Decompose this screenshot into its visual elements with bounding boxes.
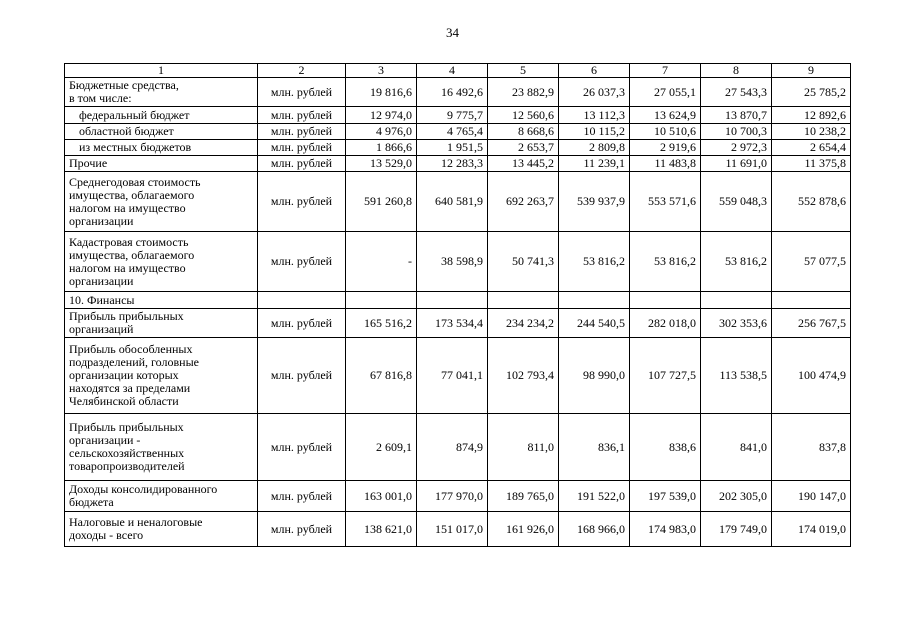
row-label: Прибыль обособленных подразделений, головные организации которых находятся за пределами Челябинской области [65, 338, 258, 414]
value-cell: 640 581,9 [417, 172, 488, 232]
value-cell: 2 653,7 [488, 140, 559, 156]
value-cell: 163 001,0 [346, 481, 417, 512]
unit-cell: млн. рублей [258, 140, 346, 156]
table-row [65, 512, 851, 547]
table-row [65, 172, 851, 232]
value-cell: 25 785,2 [772, 78, 851, 107]
unit-cell: млн. рублей [258, 232, 346, 292]
table-row [65, 156, 851, 172]
value-cell [488, 292, 559, 309]
row-label: из местных бюджетов [65, 140, 258, 156]
value-cell: 202 305,0 [701, 481, 772, 512]
value-cell: 4 765,4 [417, 124, 488, 140]
value-cell: 692 263,7 [488, 172, 559, 232]
unit-cell: млн. рублей [258, 512, 346, 547]
value-cell: 174 019,0 [772, 512, 851, 547]
value-cell: 11 375,8 [772, 156, 851, 172]
page-number: 34 [446, 25, 459, 40]
value-cell: 2 919,6 [630, 140, 701, 156]
value-cell: 100 474,9 [772, 338, 851, 414]
row-label: Прибыль прибыльных организаций [65, 309, 258, 338]
table-row [65, 124, 851, 140]
value-cell: 552 878,6 [772, 172, 851, 232]
value-cell: 591 260,8 [346, 172, 417, 232]
unit-cell: млн. рублей [258, 309, 346, 338]
unit-cell: млн. рублей [258, 107, 346, 124]
value-cell: 12 974,0 [346, 107, 417, 124]
value-cell: 9 775,7 [417, 107, 488, 124]
value-cell: 874,9 [417, 414, 488, 481]
value-cell: 302 353,6 [701, 309, 772, 338]
value-cell: 102 793,4 [488, 338, 559, 414]
value-cell [701, 292, 772, 309]
value-cell: 2 972,3 [701, 140, 772, 156]
value-cell: 553 571,6 [630, 172, 701, 232]
value-cell: 539 937,9 [559, 172, 630, 232]
value-cell: 11 483,8 [630, 156, 701, 172]
table-row [65, 309, 851, 338]
header-cell: 3 [346, 64, 417, 78]
row-label: Среднегодовая стоимость имущества, облагаемого налогом на имущество организации [65, 172, 258, 232]
row-label: федеральный бюджет [65, 107, 258, 124]
value-cell: 16 492,6 [417, 78, 488, 107]
table-row [65, 414, 851, 481]
value-cell: 50 741,3 [488, 232, 559, 292]
value-cell: 13 112,3 [559, 107, 630, 124]
value-cell: 4 976,0 [346, 124, 417, 140]
value-cell: 190 147,0 [772, 481, 851, 512]
value-cell [772, 292, 851, 309]
value-cell: 53 816,2 [559, 232, 630, 292]
value-cell: 13 445,2 [488, 156, 559, 172]
value-cell: 8 668,6 [488, 124, 559, 140]
value-cell: 12 283,3 [417, 156, 488, 172]
statistics-table [64, 63, 851, 547]
value-cell: 10 700,3 [701, 124, 772, 140]
value-cell: 10 115,2 [559, 124, 630, 140]
unit-cell: млн. рублей [258, 172, 346, 232]
value-cell [630, 292, 701, 309]
row-label: Прибыль прибыльных организации - сельскохозяйственных товаропроизводителей [65, 414, 258, 481]
unit-cell: млн. рублей [258, 338, 346, 414]
header-cell: 5 [488, 64, 559, 78]
value-cell: 13 624,9 [630, 107, 701, 124]
value-cell: 26 037,3 [559, 78, 630, 107]
value-cell: 13 870,7 [701, 107, 772, 124]
value-cell: 189 765,0 [488, 481, 559, 512]
unit-cell: млн. рублей [258, 124, 346, 140]
value-cell: 244 540,5 [559, 309, 630, 338]
row-label: Налоговые и неналоговые доходы - всего [65, 512, 258, 547]
row-label: Доходы консолидированного бюджета [65, 481, 258, 512]
value-cell: 38 598,9 [417, 232, 488, 292]
value-cell: 98 990,0 [559, 338, 630, 414]
value-cell: 12 560,6 [488, 107, 559, 124]
value-cell: 197 539,0 [630, 481, 701, 512]
value-cell: 838,6 [630, 414, 701, 481]
value-cell: 161 926,0 [488, 512, 559, 547]
value-cell: 177 970,0 [417, 481, 488, 512]
value-cell: 168 966,0 [559, 512, 630, 547]
value-cell: 837,8 [772, 414, 851, 481]
value-cell: 57 077,5 [772, 232, 851, 292]
row-label: 10. Финансы [65, 292, 258, 309]
value-cell [346, 292, 417, 309]
table-row [65, 78, 851, 107]
value-cell [559, 292, 630, 309]
unit-cell: млн. рублей [258, 156, 346, 172]
value-cell: 27 055,1 [630, 78, 701, 107]
header-cell: 4 [417, 64, 488, 78]
value-cell: 113 538,5 [701, 338, 772, 414]
table-row [65, 292, 851, 309]
header-cell: 8 [701, 64, 772, 78]
row-label: Бюджетные средства, в том числе: [65, 78, 258, 107]
table-row [65, 232, 851, 292]
value-cell: 2 609,1 [346, 414, 417, 481]
header-cell: 2 [258, 64, 346, 78]
value-cell: 191 522,0 [559, 481, 630, 512]
header-cell: 1 [65, 64, 258, 78]
value-cell: 10 238,2 [772, 124, 851, 140]
value-cell: - [346, 232, 417, 292]
value-cell: 77 041,1 [417, 338, 488, 414]
value-cell: 1 866,6 [346, 140, 417, 156]
value-cell: 138 621,0 [346, 512, 417, 547]
header-cell: 6 [559, 64, 630, 78]
unit-cell: млн. рублей [258, 481, 346, 512]
value-cell: 179 749,0 [701, 512, 772, 547]
value-cell: 811,0 [488, 414, 559, 481]
value-cell: 559 048,3 [701, 172, 772, 232]
column-number-row [65, 64, 851, 78]
value-cell: 2 654,4 [772, 140, 851, 156]
value-cell: 12 892,6 [772, 107, 851, 124]
value-cell: 173 534,4 [417, 309, 488, 338]
row-label: Прочие [65, 156, 258, 172]
unit-cell: млн. рублей [258, 78, 346, 107]
value-cell: 1 951,5 [417, 140, 488, 156]
value-cell: 151 017,0 [417, 512, 488, 547]
row-label: Кадастровая стоимость имущества, облагаемого налогом на имущество организации [65, 232, 258, 292]
value-cell: 53 816,2 [701, 232, 772, 292]
value-cell: 53 816,2 [630, 232, 701, 292]
table-row [65, 107, 851, 124]
value-cell: 2 809,8 [559, 140, 630, 156]
value-cell: 19 816,6 [346, 78, 417, 107]
value-cell: 836,1 [559, 414, 630, 481]
value-cell: 10 510,6 [630, 124, 701, 140]
value-cell: 282 018,0 [630, 309, 701, 338]
table-row [65, 338, 851, 414]
unit-cell: млн. рублей [258, 414, 346, 481]
value-cell: 174 983,0 [630, 512, 701, 547]
header-cell: 9 [772, 64, 851, 78]
row-label: областной бюджет [65, 124, 258, 140]
value-cell: 107 727,5 [630, 338, 701, 414]
value-cell: 841,0 [701, 414, 772, 481]
value-cell: 234 234,2 [488, 309, 559, 338]
value-cell: 11 239,1 [559, 156, 630, 172]
header-cell: 7 [630, 64, 701, 78]
table-row [65, 481, 851, 512]
unit-cell [258, 292, 346, 309]
value-cell: 11 691,0 [701, 156, 772, 172]
value-cell: 165 516,2 [346, 309, 417, 338]
value-cell [417, 292, 488, 309]
value-cell: 13 529,0 [346, 156, 417, 172]
value-cell: 67 816,8 [346, 338, 417, 414]
table-row [65, 140, 851, 156]
value-cell: 23 882,9 [488, 78, 559, 107]
value-cell: 256 767,5 [772, 309, 851, 338]
value-cell: 27 543,3 [701, 78, 772, 107]
